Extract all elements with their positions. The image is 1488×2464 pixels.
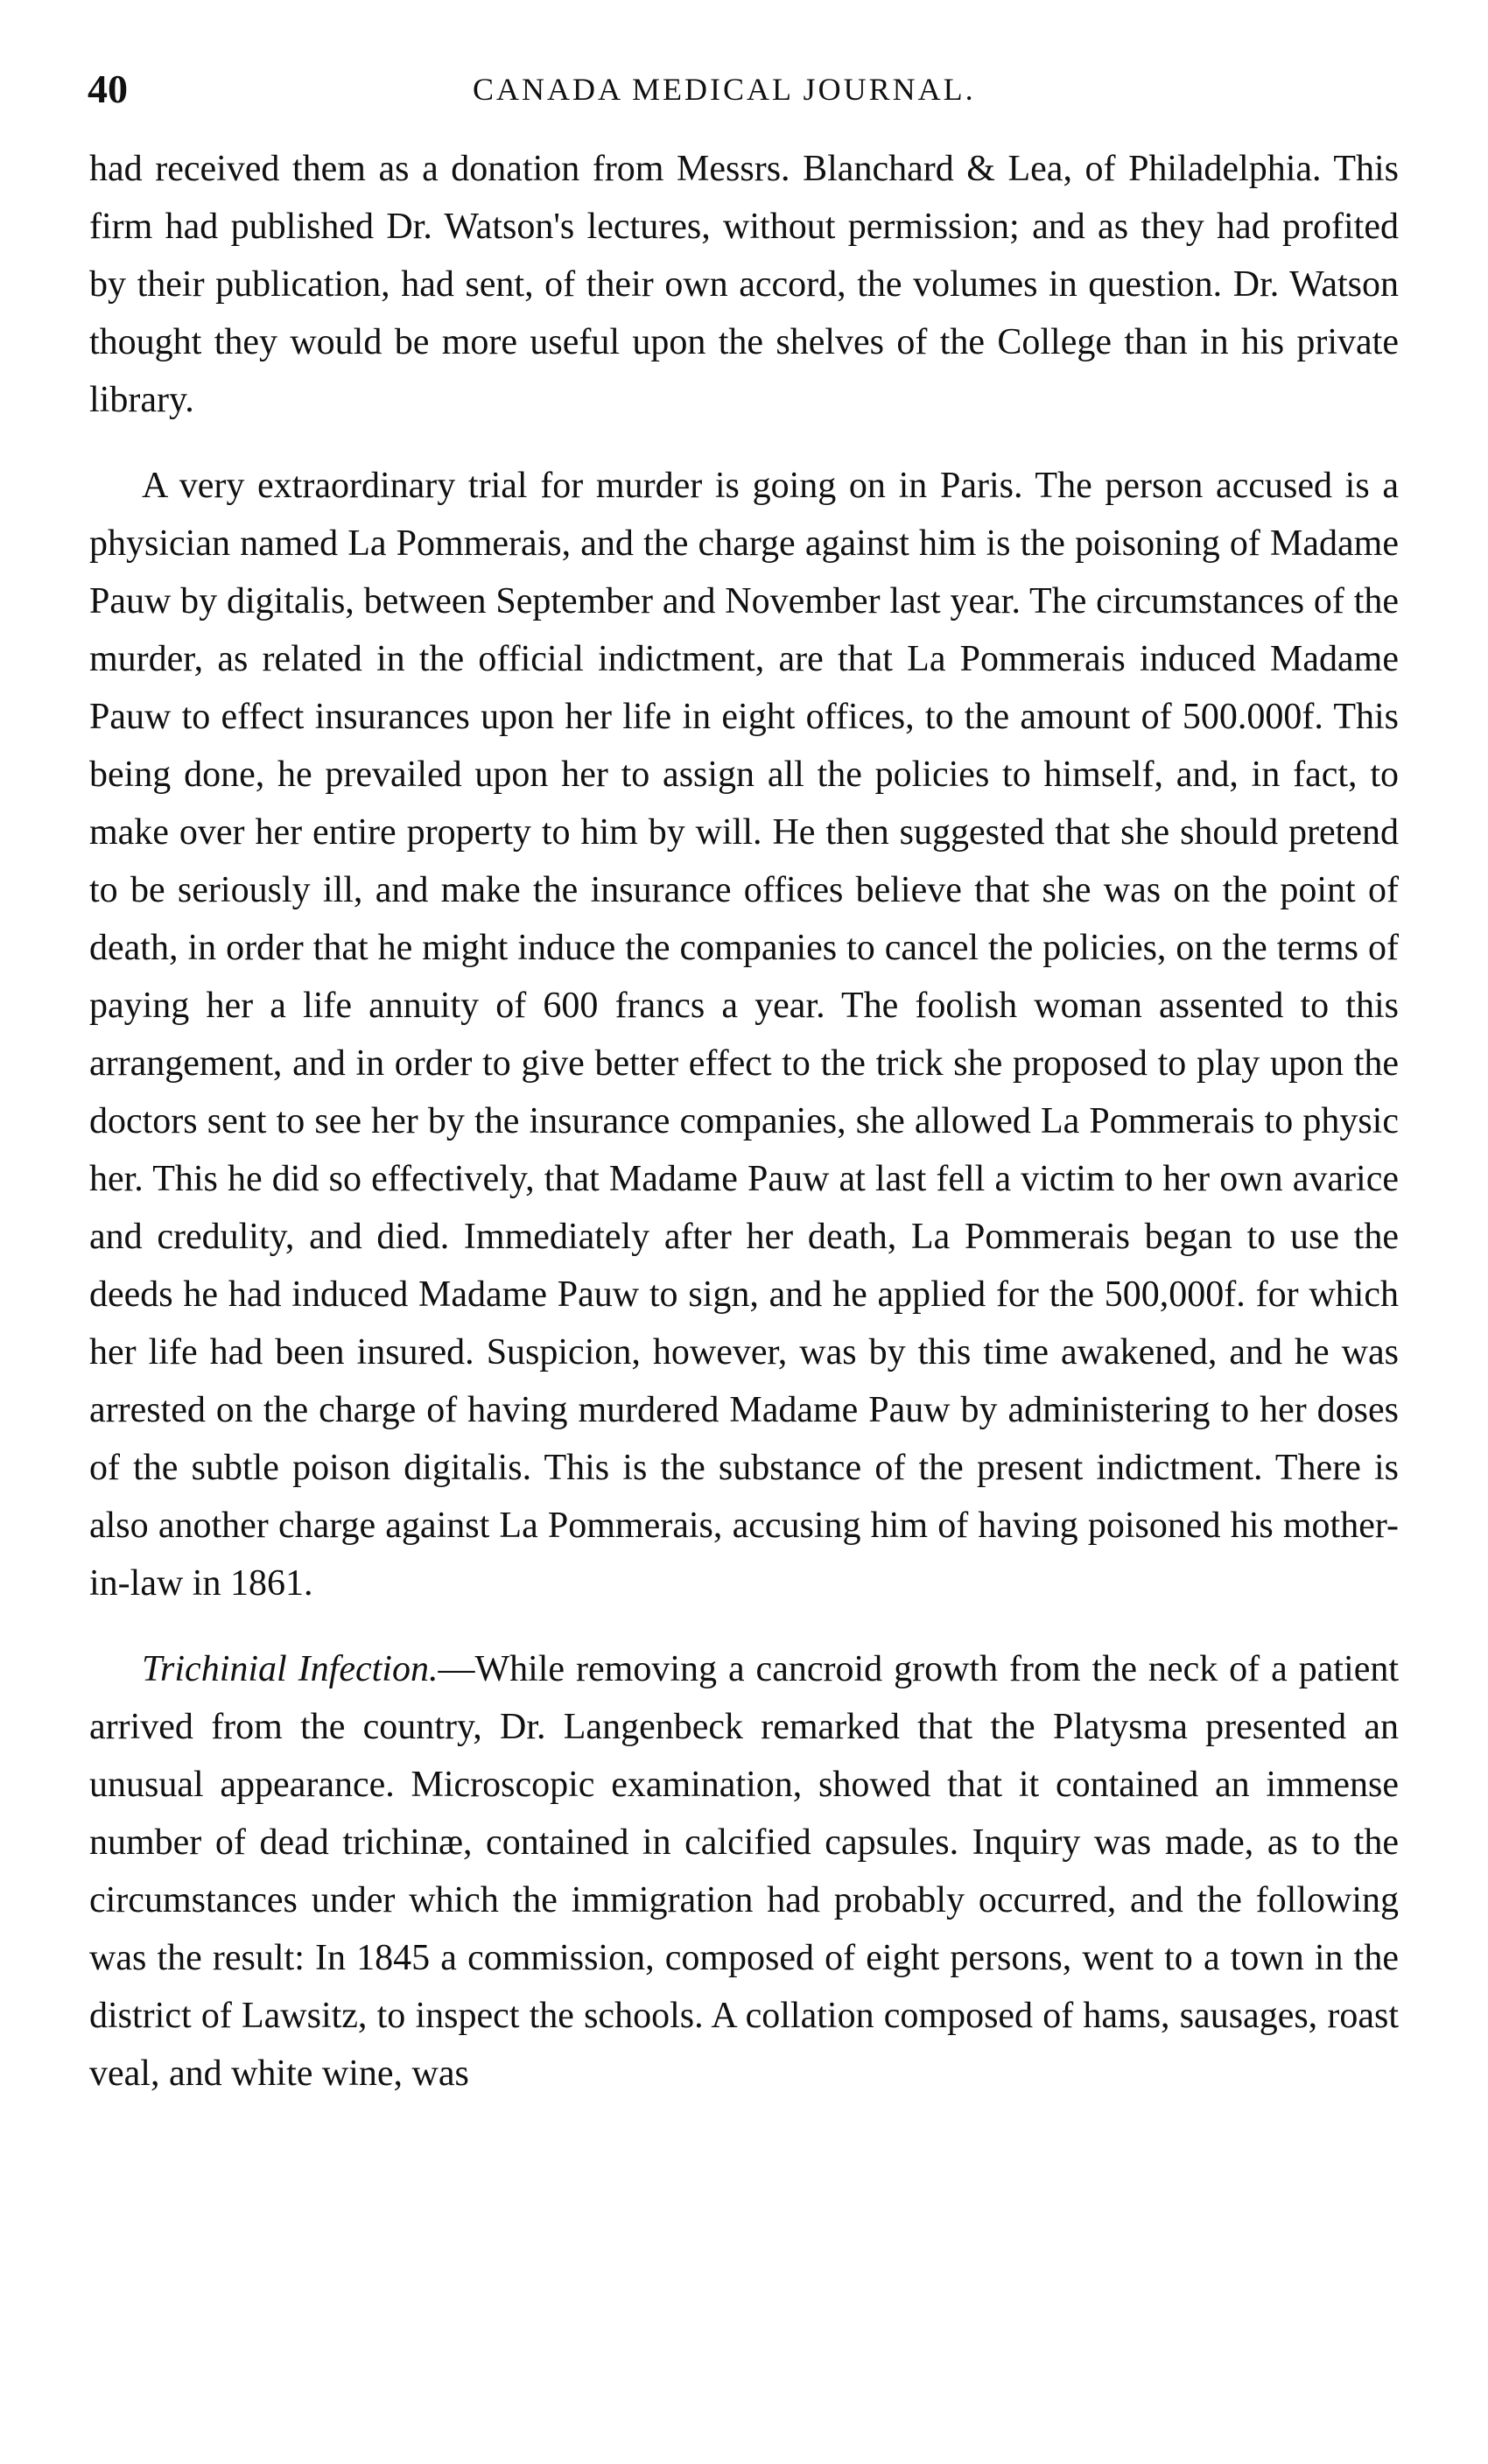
paragraph-watson-donation xyxy=(89,140,1399,429)
paragraph-text: —While removing a cancroid growth from the neck of a patient arrived from the country, Dr. Langenbeck remarked that the Platysma presented an unusual appearance. Microscopic examination, showed that it contained an immense number of dead trichinæ, contained in calcified capsules. Inquiry was made, as to the circumstances under which the immigration had probably occurred, and the following was the result: In 1845 a commission, composed of eight persons, went to a town in the district of Lawsitz, to inspect the schools. A collation composed of hams, sausages, roast veal, and white wine, was xyxy=(89,1649,1400,2094)
page-header xyxy=(88,63,1400,116)
running-head: CANADA MEDICAL JOURNAL. xyxy=(473,72,976,107)
paragraph-murder-trial xyxy=(89,457,1399,1612)
paragraph-trichinial-infection xyxy=(89,1640,1399,2102)
page-number: 40 xyxy=(88,67,128,111)
paragraph-text: had received them as a donation from Messrs. Blanchard & Lea, of Philadelphia. This firm had published Dr. Watson's lectures, without permission; and as they had profited by their publication, had sent, of their own accord, the volumes in question. Dr. Watson thought they would be more useful upon the shelves of the College than in his private library. xyxy=(89,149,1399,420)
article-body xyxy=(89,140,1399,2102)
run-in-heading: Trichinial Infection. xyxy=(142,1649,439,1689)
paragraph-text: A very extraordinary trial for murder is going on in Paris. The person accused is a physician named La Pommerais, and the charge against him is the poisoning of Madame Pauw by digitalis, between September and November last year. The circumstances of the murder, as related in the official indictment, are that La Pommerais induced Madame Pauw to effect insurances upon her life in eight offices, to the amount of 500.000f. This being done, he prevailed upon her to assign all the policies to himself, and, in fact, to make over her entire property to him by will. He then suggested that she should pretend to be seriously ill, and make the insurance offices believe that she was on the point of death, in order that he might induce the companies to cancel the policies, on the terms of paying her a life annuity of 600 francs a year. The foolish woman assented to this arrangement, and in order to give better effect to the trick she proposed to play upon the doctors sent to see her by the insurance companies, she allowed La Pommerais to physic her. This he did so effectively, that Madame Pauw at last fell a victim to her own avarice and credulity, and died. Immediately after her death, La Pommerais began to use the deeds he had induced Madame Pauw to sign, and he applied for the 500,000f. for which her life had been insured. Suspicion, however, was by this time awakened, and he was arrested on the charge of having murdered Madame Pauw by administering to her doses of the subtle poison digitalis. This is the substance of the present indictment. There is also another charge against La Pommerais, accusing him of having poisoned his mother-in-law in 1861. xyxy=(89,466,1399,1604)
